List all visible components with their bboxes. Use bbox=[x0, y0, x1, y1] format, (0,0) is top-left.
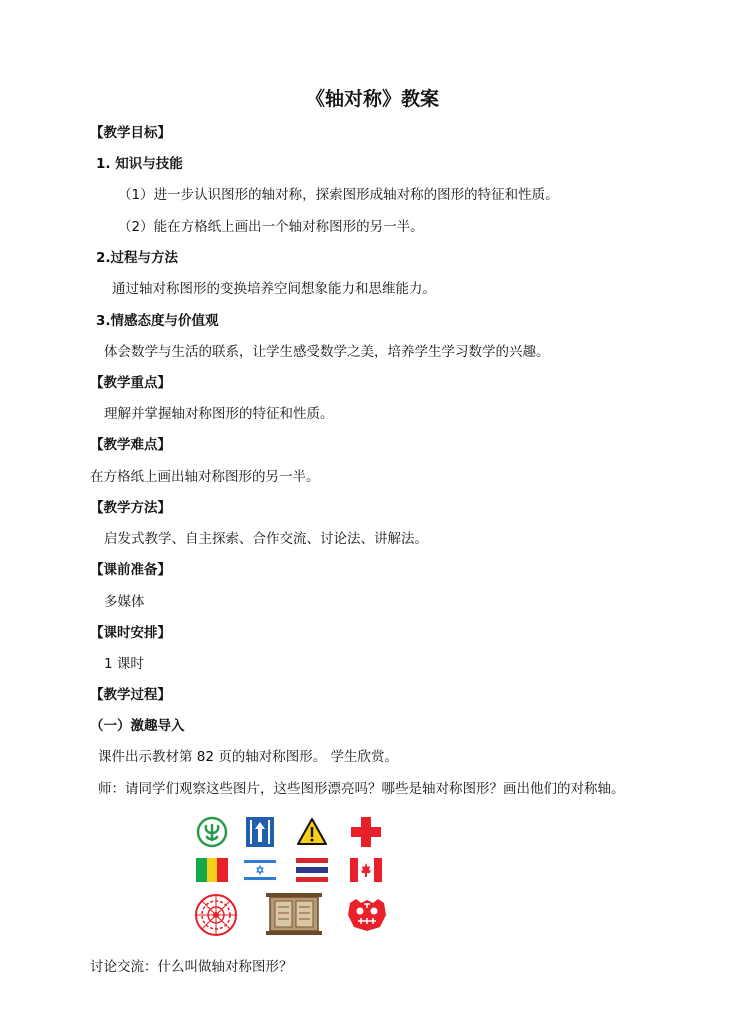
intro-heading: （一）激趣导入 bbox=[90, 718, 185, 734]
emotion-text: 体会数学与生活的联系，让学生感受数学之美，培养学生学习数学的兴趣。 bbox=[104, 344, 550, 360]
process-text: 通过轴对称图形的变换培养空间想象能力和思维能力。 bbox=[112, 281, 436, 297]
tricolor-flag-icon bbox=[196, 858, 228, 882]
intro-text: 课件出示教材第 82 页的轴对称图形。 学生欣赏。 bbox=[98, 749, 399, 765]
green-emblem-icon bbox=[196, 816, 228, 848]
stripe-flag-icon bbox=[296, 858, 328, 882]
key-heading: 【教学重点】 bbox=[90, 375, 171, 391]
method-text: 启发式教学、自主探索、合作交流、讨论法、讲解法。 bbox=[104, 531, 428, 547]
paper-cut-circle-icon bbox=[194, 893, 238, 937]
star-flag-icon bbox=[244, 858, 276, 882]
teacher-text: 师：请同学们观察这些图片，这些图形漂亮吗？哪些是轴对称图形？画出他们的对称轴。 bbox=[98, 781, 625, 797]
process2-heading: 【教学过程】 bbox=[90, 687, 171, 703]
up-arrow-sign-icon bbox=[244, 816, 276, 848]
method-heading: 【教学方法】 bbox=[90, 500, 171, 516]
red-cross-icon bbox=[350, 816, 382, 848]
prep-text: 多媒体 bbox=[104, 594, 145, 610]
discussion-text: 讨论交流：什么叫做轴对称图形？ bbox=[90, 959, 293, 975]
process-heading: 2.过程与方法 bbox=[96, 250, 179, 266]
knowledge-item-2: （2）能在方格纸上画出一个轴对称图形的另一半。 bbox=[118, 219, 424, 235]
emotion-heading: 3.情感态度与价值观 bbox=[96, 313, 219, 329]
objectives-heading: 【教学目标】 bbox=[90, 125, 171, 141]
schedule-heading: 【课时安排】 bbox=[90, 625, 171, 641]
prep-heading: 【课前准备】 bbox=[90, 562, 171, 578]
page-title: 《轴对称》教案 bbox=[305, 88, 439, 110]
difficulty-heading: 【教学难点】 bbox=[90, 437, 171, 453]
warning-triangle-icon bbox=[296, 816, 328, 848]
knowledge-item-1: （1）进一步认识图形的轴对称，探索图形成轴对称的图形的特征和性质。 bbox=[118, 187, 559, 203]
maple-leaf-flag-icon bbox=[350, 858, 382, 882]
key-text: 理解并掌握轴对称图形的特征和性质。 bbox=[104, 406, 334, 422]
window-icon bbox=[266, 893, 322, 935]
tiger-face-icon bbox=[344, 895, 390, 933]
knowledge-heading: 1. 知识与技能 bbox=[96, 156, 183, 172]
schedule-text: 1 课时 bbox=[104, 656, 144, 672]
difficulty-text: 在方格纸上画出轴对称图形的另一半。 bbox=[90, 469, 320, 485]
